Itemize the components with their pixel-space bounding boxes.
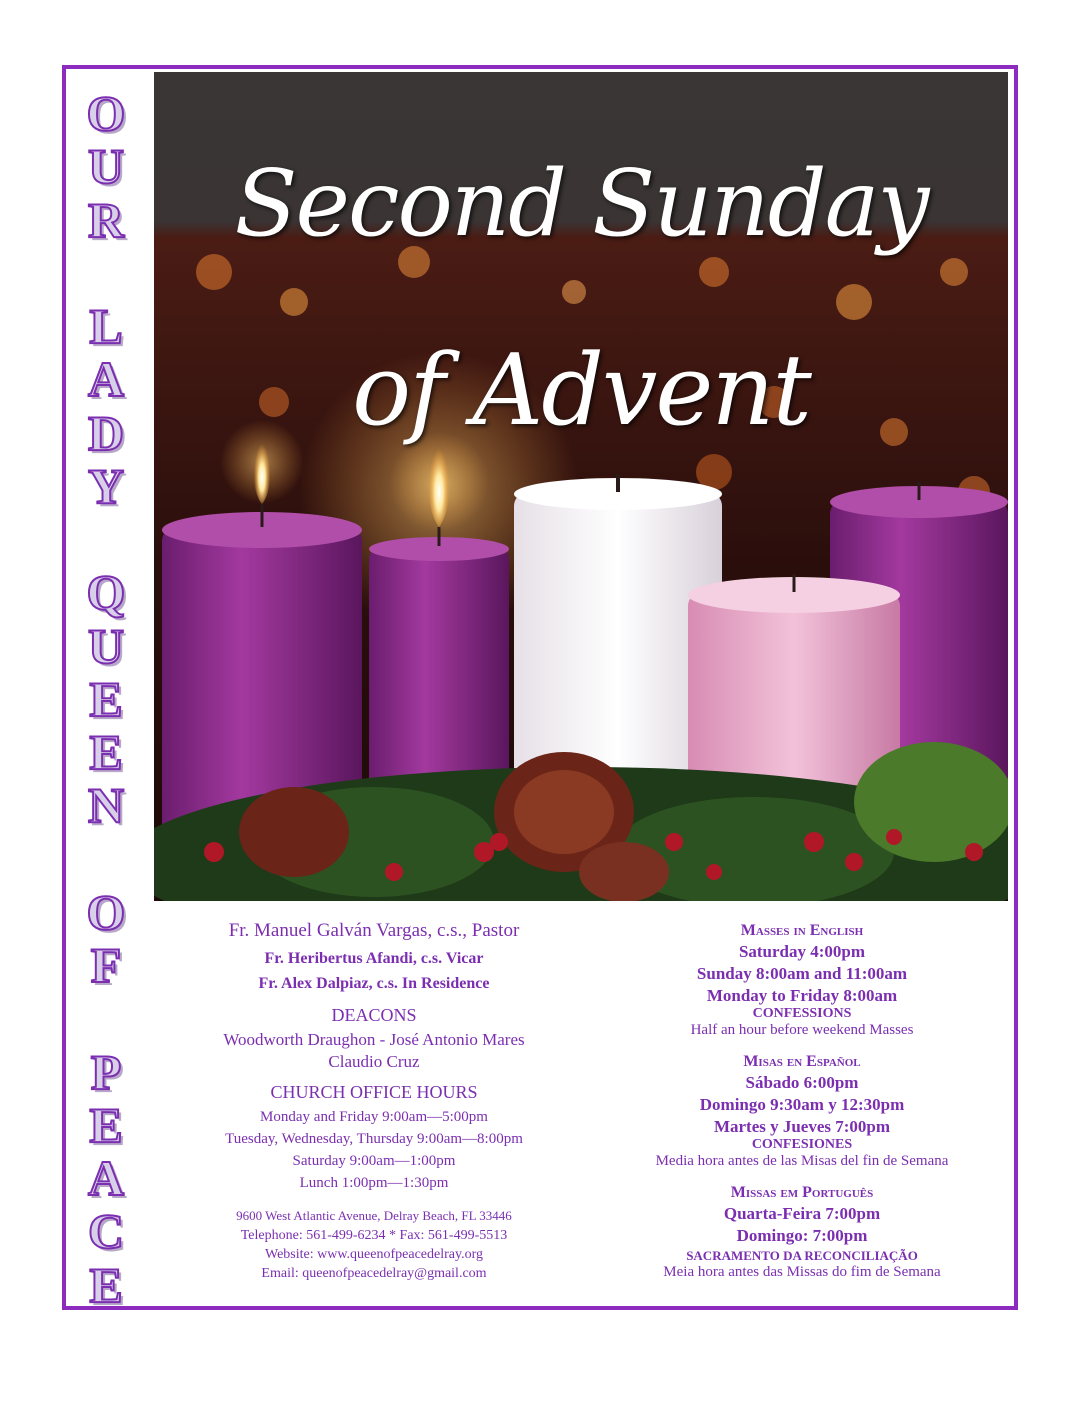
portuguese-mass-time: Domingo: 7:00pm <box>736 1226 868 1245</box>
portuguese-masses-heading: Missas em Português <box>730 1184 874 1201</box>
hero-title-line-1: Second Sunday <box>234 150 928 257</box>
vertical-title-letter: F <box>90 937 122 994</box>
office-hours-heading: CHURCH OFFICE HOURS <box>270 1082 478 1102</box>
english-mass-time: Sunday 8:00am and 11:00am <box>696 964 908 983</box>
spanish-masses-heading: Misas en Español <box>743 1053 861 1070</box>
advent-hero-image <box>154 72 1008 901</box>
pastor-name: Fr. Manuel Galván Vargas, c.s., Pastor <box>228 920 520 941</box>
parish-address: 9600 West Atlantic Avenue, Delray Beach, FL 33446 <box>236 1208 512 1223</box>
vertical-title-letter: O <box>86 85 126 141</box>
english-mass-time: Monday to Friday 8:00am <box>706 986 898 1005</box>
vicar-name: Fr. Heribertus Afandi, c.s. Vicar <box>264 950 484 967</box>
portuguese-confessions-heading: SACRAMENTO DA RECONCILIAÇÃO <box>686 1248 918 1263</box>
office-hours-line: Monday and Friday 9:00am—5:00pm <box>260 1109 488 1125</box>
vertical-title-letter: A <box>87 1150 125 1207</box>
deacons-heading: DEACONS <box>331 1005 417 1025</box>
parish-email[interactable]: Email: queenofpeacedelray@gmail.com <box>261 1266 487 1281</box>
portuguese-confessions-text: Meia hora antes das Missas do fim de Semana <box>663 1264 941 1280</box>
vertical-title-letter: E <box>89 1096 123 1153</box>
portuguese-mass-time: Quarta-Feira 7:00pm <box>723 1204 881 1223</box>
vertical-title-letter: O <box>86 883 126 940</box>
vertical-title-letter: U <box>87 617 125 674</box>
spanish-confessions-heading: CONFESIONES <box>751 1137 853 1152</box>
in-residence-name: Fr. Alex Dalpiaz, c.s. In Residence <box>258 975 490 992</box>
deacons-line-1: Woodworth Draughon - José Antonio Mares <box>223 1030 525 1049</box>
vertical-parish-name <box>72 85 140 1313</box>
spanish-confessions-text: Media hora antes de las Misas del fin de Semana <box>655 1153 949 1169</box>
parish-info-column <box>160 920 588 1282</box>
vertical-title-letter: R <box>87 191 125 248</box>
english-confessions-heading: CONFESSIONS <box>752 1006 852 1021</box>
office-hours-line: Tuesday, Wednesday, Thursday 9:00am—8:00pm <box>225 1131 523 1147</box>
hero-title-line-2: of Advent <box>352 334 810 448</box>
vertical-title-letter: Q <box>86 564 126 621</box>
vertical-title-letter: A <box>87 351 125 408</box>
vertical-title-letter: E <box>89 724 123 781</box>
spanish-mass-time: Martes y Jueves 7:00pm <box>713 1117 891 1136</box>
spanish-mass-time: Domingo 9:30am y 12:30pm <box>699 1095 905 1114</box>
english-masses-heading: Masses in English <box>740 922 864 939</box>
vertical-title-letter: L <box>89 298 123 355</box>
vertical-title-letter: U <box>87 138 125 195</box>
vertical-title-letter: C <box>87 1203 125 1260</box>
mass-schedule-column <box>606 922 998 1281</box>
deacons-line-2: Claudio Cruz <box>328 1052 420 1071</box>
vertical-title-letter: E <box>89 1256 123 1313</box>
vertical-title-letter: D <box>87 404 125 461</box>
vertical-title-letter: E <box>89 670 123 727</box>
vertical-title-letter: N <box>87 777 125 834</box>
spanish-mass-time: Sábado 6:00pm <box>745 1073 859 1092</box>
vertical-title-letter: Y <box>87 457 125 514</box>
parish-website[interactable]: Website: www.queenofpeacedelray.org <box>265 1247 483 1262</box>
english-mass-time: Saturday 4:00pm <box>738 942 866 961</box>
office-hours-line: Saturday 9:00am—1:00pm <box>292 1153 456 1169</box>
vertical-title-letter: P <box>90 1043 122 1100</box>
office-hours-line: Lunch 1:00pm—1:30pm <box>299 1175 449 1191</box>
parish-phone-fax: Telephone: 561-499-6234 * Fax: 561-499-5513 <box>240 1228 508 1243</box>
english-confessions-text: Half an hour before weekend Masses <box>690 1022 914 1038</box>
